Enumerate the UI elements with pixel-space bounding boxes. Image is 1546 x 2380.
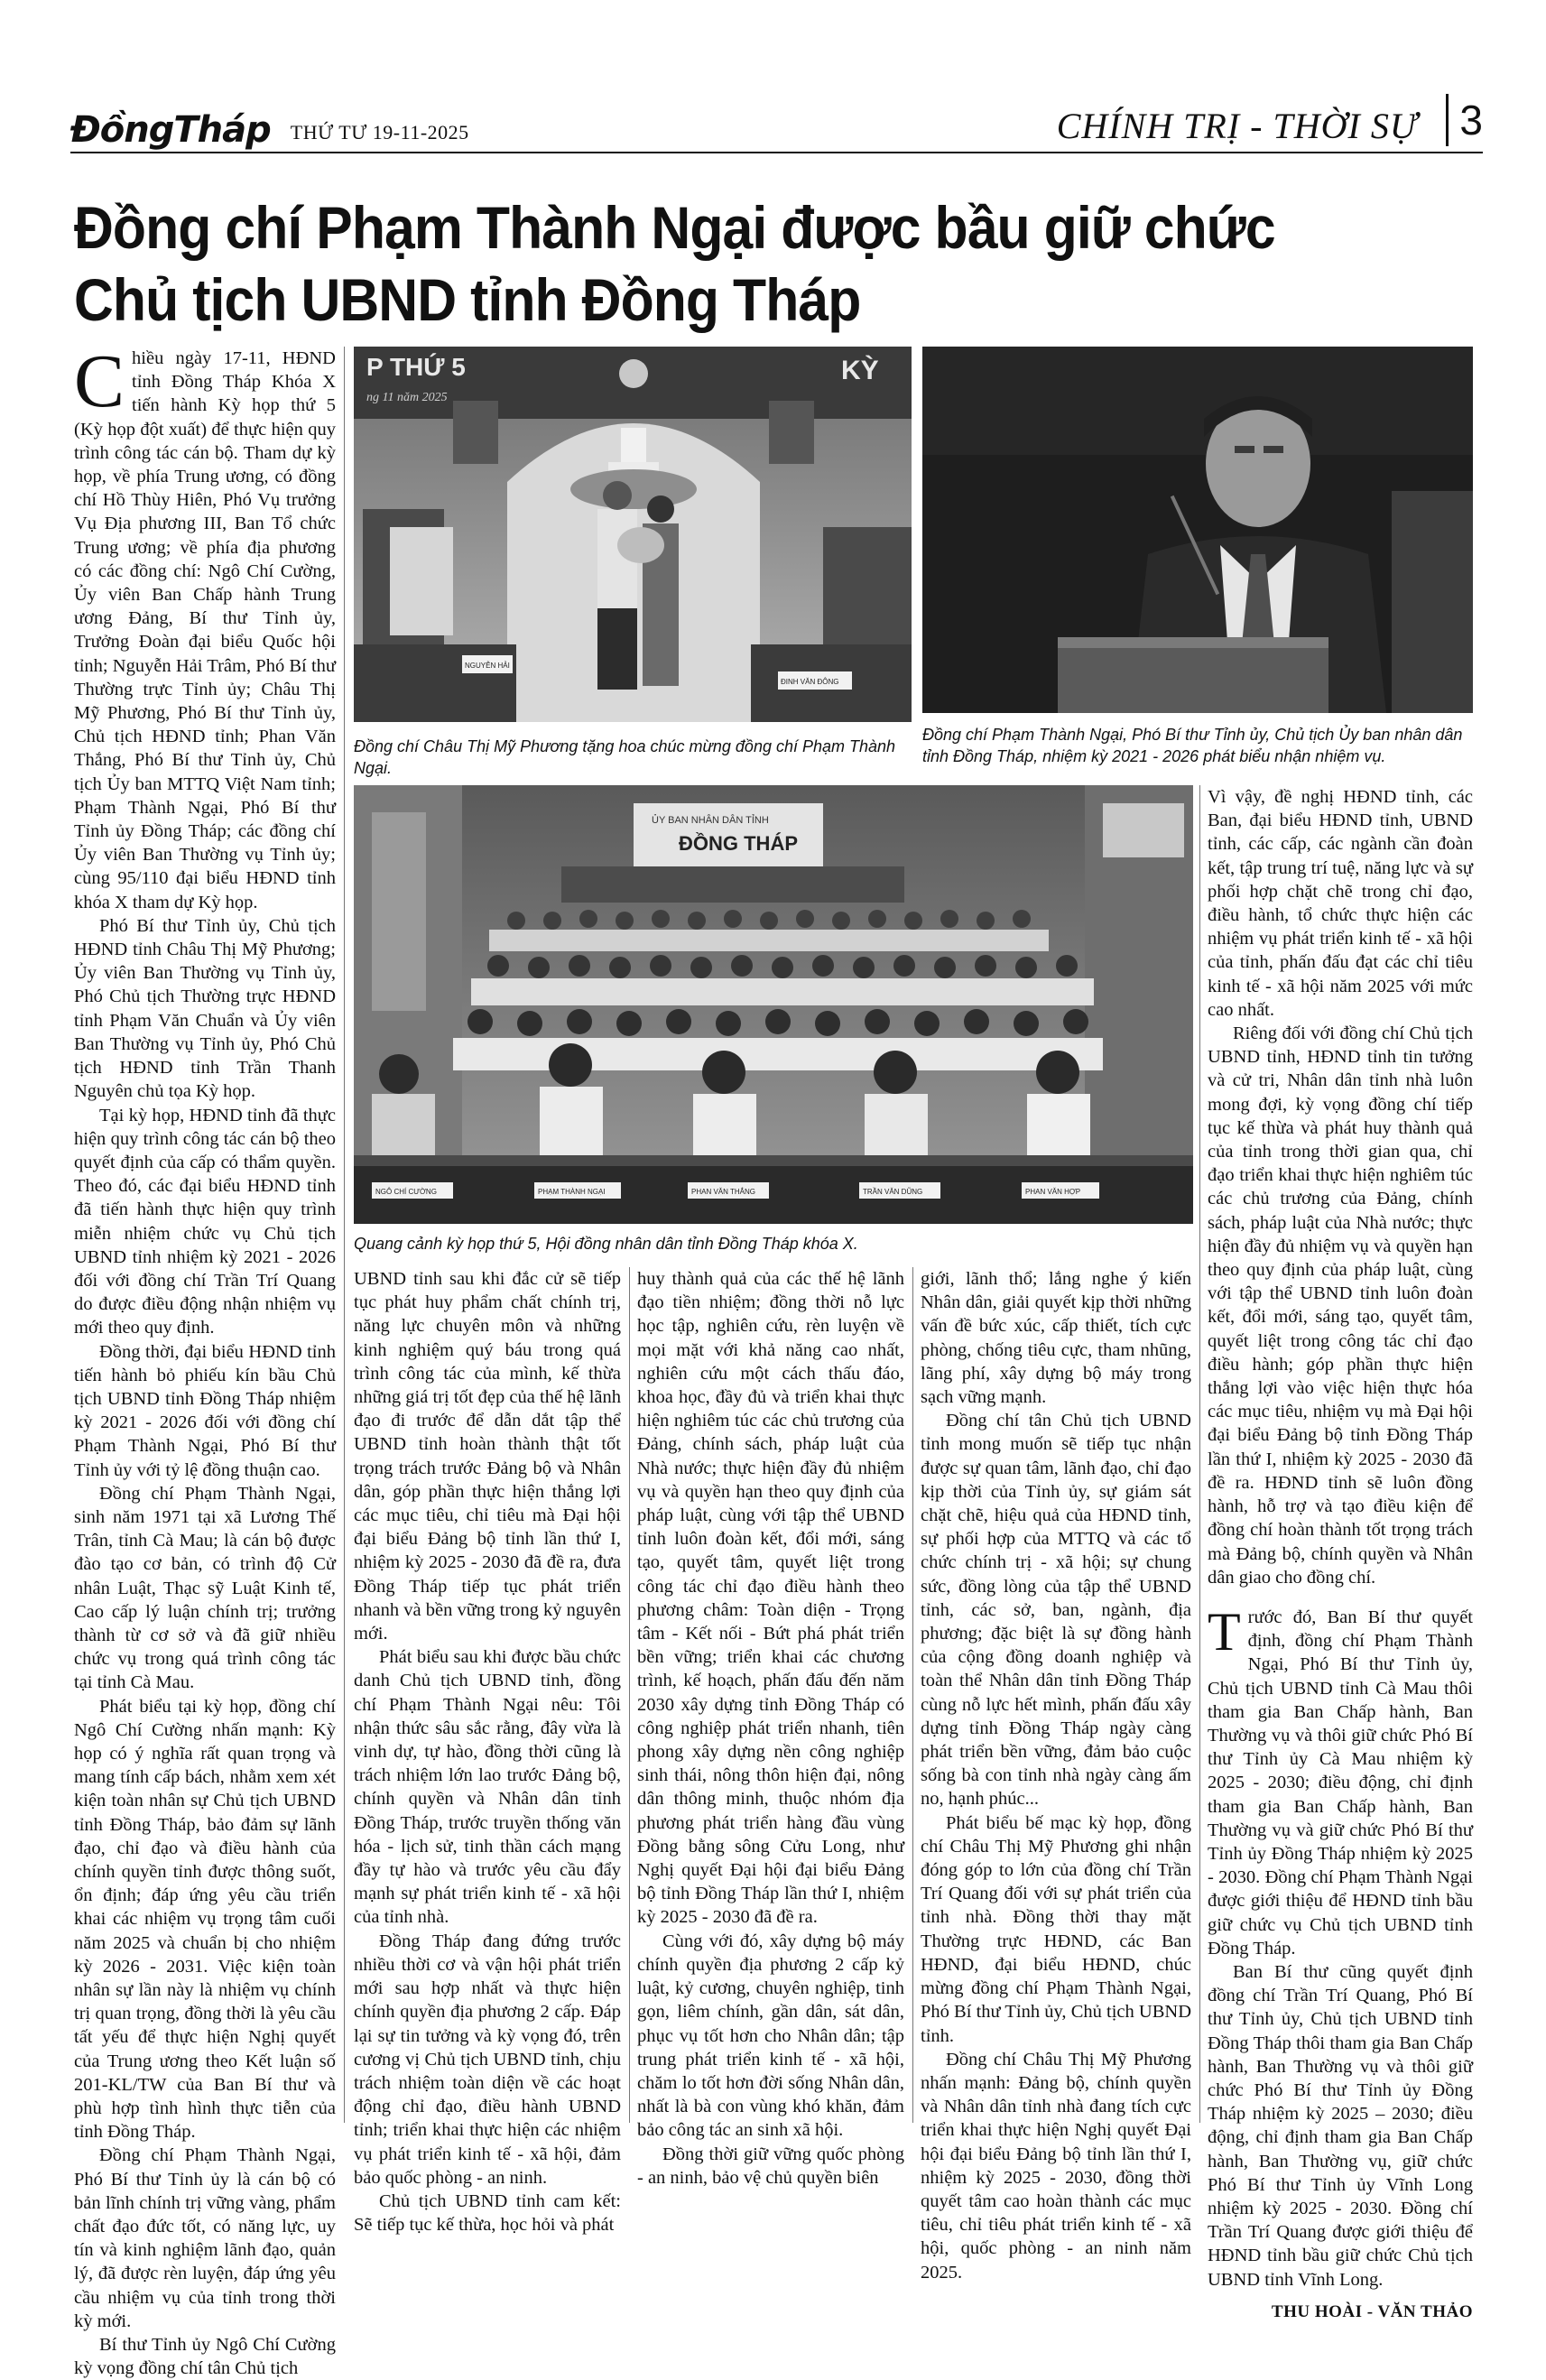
col5-paragraph-1: Vì vậy, đề nghị HĐND tỉnh, các Ban, đại biểu HĐND tỉnh, UBND tỉnh, các cấp, các ngành cần đoàn kết, tập trung trí tuệ, năng lực và sự phối hợp chặt chẽ trong chỉ đạo, điều hành, tổ chức thực hiện các nhiệm vụ phát triển kinh tế - xã hội của tỉnh, phấn đấu đạt các chỉ tiêu kinh tế - xã hội năm 2025 với mức cao nhất. <box>1208 787 1473 1020</box>
col2-paragraph-1: UBND tỉnh sau khi đắc cử sẽ tiếp tục phát huy phẩm chất chính trị, năng lực chuyên môn và những kinh nghiệm quý báu trong quá trình công tác của mình, kế thừa những giá trị tốt đẹp của thế hệ lãnh đạo đi trước để dẫn dắt tập thể UBND tỉnh hoàn thành thật tốt trọng trách trước Đảng bộ và Nhân dân, góp phần thực hiện thắng lợi các mục tiêu, chỉ tiêu mà Đại hội đại biểu Đảng bộ tỉnh lần thứ I, nhiệm kỳ 2025 - 2030 đã đề ra, đưa Đồng Tháp tiếp tục phát triển nhanh và bền vững trong kỷ nguyên mới. <box>354 1269 621 1644</box>
column-separator-1 <box>344 347 345 2123</box>
nameplate-right: ĐINH VĂN ĐÔNG <box>781 678 839 686</box>
dropcap-t: T <box>1208 1601 1241 1662</box>
issue-date: THỨ TƯ 19-11-2025 <box>290 121 469 144</box>
col2-paragraph-2: Phát biểu sau khi được bầu chức danh Chủ tịch UBND tỉnh, đồng chí Phạm Thành Ngại nêu: Tôi nhận thức sâu sắc rằng, đây vừa là vinh dự, tự hào, đồng thời cũng là trách nhiệm lớn lao trước Đảng bộ, chính quyền và Nhân dân tỉnh Đồng Tháp, trước truyền thống văn hóa - lịch sử, tinh thần cách mạng đầy tự hào và trước yêu cầu đẩy mạnh sự phát triển kinh tế - xã hội của tỉnh nhà. <box>354 1647 621 1928</box>
hall-banner: ĐỒNG THÁP <box>679 832 798 855</box>
col1-paragraph-3: Tại kỳ họp, HĐND tỉnh đã thực hiện quy trình công tác cán bộ theo quyết định của cấp có thẩm quyền. Theo đó, các đại biểu HĐND tỉnh đã tiến hành thực hiện quy trình miễn nhiệm chức vụ Chủ tịch UBND tỉnh nhiệm kỳ 2021 - 2026 đối với đồng chí Trần Trí Quang do được điều động nhận nhiệm vụ mới theo quy định. <box>74 1105 336 1338</box>
col3-paragraph-3: Đồng thời giữ vững quốc phòng - an ninh, bảo vệ chủ quyền biên <box>637 2144 904 2188</box>
article-column-3 <box>637 1267 904 2188</box>
col1-paragraph-6: Phát biểu tại kỳ họp, đồng chí Ngô Chí Cường nhấn mạnh: Kỳ họp có ý nghĩa rất quan trọng và mang tính cấp bách, nhằm xem xét kiện toàn nhân sự Chủ tịch UBND tỉnh Đồng Tháp, bảo đảm sự lãnh đạo, chỉ đạo và điều hành của chính quyền tỉnh được thông suốt, ổn định; đáp ứng yêu cầu triển khai các nhiệm vụ trọng tâm cuối năm 2025 và chuẩn bị cho nhiệm kỳ 2026 - 2031. Việc kiện toàn nhân sự lần này là nhiệm vụ chính trị quan trọng, đồng thời là yêu cầu tất yếu để thực hiện Nghị quyết của Trung ương theo Kết luận số 201-KL/TW của Ban Bí thư và phù hợp tình hình thực tiễn của tỉnh Đồng Tháp. <box>74 1696 336 2143</box>
col4-paragraph-3: Phát biểu bế mạc kỳ họp, đồng chí Châu Thị Mỹ Phương ghi nhận đóng góp to lớn của đồng chí Trần Trí Quang đối với sự phát triển của tỉnh nhà. Đồng thời thay mặt Thường trực HĐND, các Ban HĐND, đại biểu HĐND, chúc mừng đồng chí Phạm Thành Ngại, Phó Bí thư Tỉnh ủy, Chủ tịch UBND tỉnh. <box>921 1812 1191 2046</box>
backdrop-date-text: ng 11 năm 2025 <box>366 391 448 404</box>
col4-paragraph-4: Đồng chí Châu Thị Mỹ Phương nhấn mạnh: Đảng bộ, chính quyền và Nhân dân tỉnh nhà đang tích cực triển khai thực hiện Nghị quyết Đại hội đại biểu Đảng bộ tỉnh lần thứ I, nhiệm kỳ 2025 - 2030, đồng thời quyết tâm cao hoàn thành các mục tiêu, chỉ tiêu phát triển kinh tế - xã hội, quốc phòng - an ninh năm 2025. <box>921 2049 1191 2283</box>
byline: THU HOÀI - VĂN THẢO <box>1271 2301 1473 2321</box>
photo-chairman-speech-image <box>922 347 1473 713</box>
col1-p1-text: hiều ngày 17-11, HĐND tỉnh Đồng Tháp Khóa X tiến hành Kỳ họp thứ 5 (Kỳ họp đột xuất) để thực hiện quy trình công tác cán bộ. Tham dự kỳ họp, về phía Trung ương, có đồng chí Hồ Thùy Hiên, Phó Vụ trưởng Vụ Địa phương III, Ban Tổ chức Trung ương; về phía địa phương có các đồng chí: Ngô Chí Cường, Ủy viên Ban Chấp hành Trung ương Đảng, Bí thư Tỉnh ủy, Trưởng Đoàn đại biểu Quốc hội tỉnh; Nguyễn Hải Trâm, Phó Bí thư Thường trực Tỉnh ủy; Châu Thị Mỹ Phương, Phó Bí thư Tỉnh ủy, Chủ tịch HĐND tỉnh; Phan Văn Thắng, Phó Bí thư Tỉnh ủy, Chủ tịch Ủy ban MTTQ Việt Nam tỉnh; Phạm Thành Ngại, Phó Bí thư Tỉnh ủy Đồng Tháp; các đồng chí Ủy viên Ban Thường vụ Tỉnh ủy; cùng 95/110 đại biểu HĐND tỉnh khóa X tham dự Kỳ họp. <box>74 348 336 912</box>
masthead <box>70 101 469 151</box>
col2-paragraph-3: Đồng Tháp đang đứng trước nhiều thời cơ và vận hội phát triển mới sau hợp nhất và thực hiện chính quyền địa phương 2 cấp. Đáp lại sự tin tưởng và kỳ vọng đó, trên cương vị Chủ tịch UBND tỉnh, chịu trách nhiệm toàn diện về các hoạt động chỉ đạo, điều hành UBND tỉnh; triển khai thực hiện các nhiệm vụ phát triển kinh tế - xã hội, đảm bảo quốc phòng - an ninh. <box>354 1931 621 2188</box>
section-name: CHÍNH TRỊ - THỜI SỰ <box>1056 106 1418 146</box>
backdrop-session-text: P THỨ 5 <box>366 353 466 381</box>
photo1-caption: Đồng chí Châu Thị Mỹ Phương tặng hoa chúc mừng đồng chí Phạm Thành Ngại. <box>354 737 896 777</box>
col1-paragraph-8: Bí thư Tỉnh ủy Ngô Chí Cường kỳ vọng đồng chí tân Chủ tịch <box>74 2335 336 2379</box>
col3-paragraph-2: Cùng với đó, xây dựng bộ máy chính quyền địa phương 2 cấp kỷ luật, kỷ cương, chuyên nghiệp, tinh gọn, liêm chính, gần dân, sát dân, phục vụ tốt hơn cho Nhân dân; tập trung phát triển kinh tế - xã hội, chăm lo tốt hơn đời sống Nhân dân, nhất là bà con vùng khó khăn, đảm bảo công tác an sinh xã hội. <box>637 1931 904 2141</box>
photo-flower-presentation-image <box>354 347 912 722</box>
background-box <box>1208 1601 1473 2292</box>
column-separator-3 <box>912 1267 913 2123</box>
col3-paragraph-1: huy thành quả của các thế hệ lãnh đạo tiền nhiệm; đồng thời nỗ lực học tập, nghiên cứu, rèn luyện về mọi mặt với khả năng cao nhất, nghiên cứu một cách thấu đáo, khoa học, đầy đủ và triển khai thực hiện nghiêm túc các chủ trương của Đảng, chính sách, pháp luật của Nhà nước; thực hiện đầy đủ nhiệm vụ và quyền hạn theo quy định của pháp luật, cùng với tập thể UBND tỉnh luôn đoàn kết, đổi mới, sáng tạo, quyết tâm, quyết liệt trong công tác chỉ đạo điều hành theo phương châm: Toàn diện - Trọng tâm - Kết nối - Bứt phá phát triển bền vững; triển khai các chương trình, kế hoạch, phấn đấu đến năm 2030 xây dựng tỉnh Đồng Tháp có công nghiệp phát triển nhanh, tiên phong xây dựng nền công nghiệp sinh thái, nông thôn hiện đại, nông dân thông minh, thuộc nhóm địa phương phát triển hàng đầu vùng Đồng bằng sông Cửu Long, như Nghị quyết Đại hội đại biểu Đảng bộ tỉnh Đồng Tháp lần thứ I, nhiệm kỳ 2025 - 2030 đã đề ra. <box>637 1269 904 1928</box>
article-column-1 <box>74 339 336 2379</box>
photo2-caption: Đồng chí Phạm Thành Ngại, Phó Bí thư Tỉnh ủy, Chủ tịch Ủy ban nhân dân tỉnh Đồng Tháp, nhiệm kỳ 2021 - 2026 phát biểu nhận nhiệm vụ. <box>922 726 1463 765</box>
col4-paragraph-1: giới, lãnh thổ; lắng nghe ý kiến Nhân dân, giải quyết kịp thời những vấn đề bức xúc, cấp thiết, tích cực phòng, chống tiêu cực, tham nhũng, lãng phí, xây dựng bộ máy trong sạch vững mạnh. <box>921 1269 1191 1408</box>
col1-paragraph-5: Đồng chí Phạm Thành Ngại, sinh năm 1971 tại xã Lương Thế Trân, tỉnh Cà Mau; là cán bộ được đào tạo cơ bản, có trình độ Cử nhân Luật, Thạc sỹ Luật Kinh tế, Cao cấp lý luận chính trị; trưởng thành từ cơ sở và đã giữ nhiều chức vụ trong quá trình công tác tại tỉnh Cà Mau. <box>74 1483 336 1693</box>
col1-paragraph-7: Đồng chí Phạm Thành Ngại, Phó Bí thư Tỉnh ủy là cán bộ có bản lĩnh chính trị vững vàng, phẩm chất đạo đức tốt, có năng lực, uy tín và kinh nghiệm lãnh đạo, quản lý, đã được rèn luyện, đáp ứng yêu cầu nhiệm vụ của tỉnh trong thời kỳ mới. <box>74 2145 336 2331</box>
col4-paragraph-2: Đồng chí tân Chủ tịch UBND tỉnh mong muốn sẽ tiếp tục nhận được sự quan tâm, lãnh đạo, chỉ đạo kịp thời của Tỉnh ủy, sự giám sát chặt chẽ, hiệu quả của HĐND tỉnh, sự phối hợp của MTTQ và các tổ chức chính trị - xã hội; sự chung sức, đồng lòng của tập thể UBND tỉnh, các sở, ban, ngành, địa phương; đặc biệt là sự đồng hành của cộng đồng doanh nghiệp và toàn thể Nhân dân tỉnh Đồng Tháp cùng nỗ lực hết mình, phấn đấu xây dựng tỉnh Đồng Tháp ngày càng phát triển bền vững, đảm bảo cuộc sống bà con tỉnh nhà ngày càng ấm no, hạnh phúc... <box>921 1411 1191 1810</box>
column-separator-2 <box>629 1267 630 2123</box>
photo-session-hall <box>354 785 1193 1224</box>
col5-paragraph-2: Riêng đối với đồng chí Chủ tịch UBND tỉnh, HĐND tỉnh tin tưởng và cử tri, Nhân dân tỉnh nhà luôn mong đợi, kỳ vọng đồng chí tiếp tục kế thừa và phát huy thành quả của tỉnh trong thời gian qua, chỉ đạo triển khai thực hiện nghiêm túc các chủ trương của Đảng, chính sách, pháp luật của Nhà nước; thực hiện đầy đủ nhiệm vụ và quyền hạn theo quy định của pháp luật, cùng với tập thể UBND tỉnh luôn đoàn kết, đổi mới, sáng tạo, quyết tâm, quyết liệt trong công tác chỉ đạo điều hành; góp phần thực hiện thắng lợi vào việc hiện thực hóa các mục tiêu, nhiệm vụ mà Đại hội đại biểu Đảng bộ tỉnh Đồng Tháp lần thứ I, nhiệm kỳ 2025 - 2030 đã đề ra. HĐND tỉnh sẽ luôn đồng hành, hỗ trợ và tạo điều kiện để đồng chí hoàn thành tốt trọng trách mà Đảng bộ, chính quyền và Nhân dân giao cho đồng chí. <box>1208 1023 1473 1588</box>
headline <box>74 191 1319 336</box>
backdrop-right-text: KỲ <box>841 356 879 385</box>
photo-chairman-speech <box>922 347 1473 713</box>
box-p1-text: rước đó, Ban Bí thư quyết định, đồng chí Phạm Thành Ngại, Phó Bí thư Tỉnh ủy, Chủ tịch UBND tỉnh Cà Mau thôi tham gia Ban Chấp hành, Ban Thường vụ và thôi giữ chức Phó Bí thư Tỉnh ủy Cà Mau nhiệm kỳ 2025 - 2030; điều động, chỉ định tham gia Ban Chấp hành, Ban Thường vụ và giữ chức Phó Bí thư Tỉnh ủy Đồng Tháp nhiệm kỳ 2025 - 2030. Đồng chí Phạm Thành Ngại được giới thiệu để HĐND tỉnh bầu giữ chức vụ Chủ tịch UBND tỉnh Đồng Tháp. <box>1208 1607 1473 1959</box>
article-column-5 <box>1208 785 1473 2321</box>
nameplate-2: PHẠM THÀNH NGẠI <box>538 1188 606 1196</box>
photo-flower-presentation <box>354 347 912 722</box>
nameplate-3: PHAN VĂN THẮNG <box>691 1188 755 1196</box>
hall-banner-top: ỦY BAN NHÂN DÂN TỈNH <box>652 815 769 826</box>
nameplate-5: PHAN VĂN HỢP <box>1025 1188 1081 1196</box>
col1-paragraph-1 <box>74 339 336 914</box>
col2-paragraph-4: Chủ tịch UBND tỉnh cam kết: Sẽ tiếp tục kế thừa, học hỏi và phát <box>354 2190 621 2236</box>
dropcap-c: C <box>74 339 125 423</box>
headline-line-1: Đồng chí Phạm Thành Ngại được bầu giữ chức <box>74 194 1275 261</box>
nameplate-4: TRẦN VĂN DŨNG <box>863 1188 923 1196</box>
box-paragraph-2: Ban Bí thư cũng quyết định đồng chí Trần Trí Quang, Phó Bí thư Tỉnh ủy, Chủ tịch UBND tỉnh Đồng Tháp thôi tham gia Ban Chấp hành, Ban Thường vụ và thôi giữ chức Phó Bí thư Tỉnh ủy Đồng Tháp nhiệm kỳ 2025 – 2030; điều động, chỉ định tham gia Ban Chấp hành, Ban Thường vụ, giữ chức Phó Bí thư Tỉnh ủy Vĩnh Long nhiệm kỳ 2025 - 2030. Đồng chí Trần Trí Quang được giới thiệu để HĐND tỉnh bầu giữ chức Chủ tịch UBND tỉnh Vĩnh Long. <box>1208 1961 1473 2290</box>
page-number: 3 <box>1446 94 1483 146</box>
photo-session-hall-image <box>354 785 1193 1224</box>
col1-paragraph-2: Phó Bí thư Tỉnh ủy, Chủ tịch HĐND tỉnh Châu Thị Mỹ Phương; Ủy viên Ban Thường vụ Tỉnh ủy, Phó Chủ tịch Thường trực HĐND tỉnh Phạm Văn Chuẩn và Ủy viên Ban Thường vụ Tỉnh ủy, Phó Chủ tịch HĐND tỉnh Trần Thanh Nguyên chủ tọa Kỳ họp. <box>74 915 336 1102</box>
nameplate-left: NGUYỄN HẢI <box>465 662 510 670</box>
nameplate-1: NGÔ CHÍ CƯỜNG <box>375 1188 437 1196</box>
photo3-caption: Quang cảnh kỳ họp thứ 5, Hội đồng nhân dân tỉnh Đồng Tháp khóa X. <box>354 1235 858 1253</box>
column-separator-4 <box>1199 785 1200 2123</box>
col1-paragraph-4: Đồng thời, đại biểu HĐND tỉnh tiến hành bỏ phiếu kín bầu Chủ tịch UBND tỉnh Đồng Tháp nhiệm kỳ 2021 - 2026 đối với đồng chí Phạm Thành Ngại, Phó Bí thư Tỉnh ủy với tỷ lệ đồng thuận cao. <box>74 1341 336 1480</box>
header-rule <box>70 152 1483 153</box>
box-paragraph-1 <box>1208 1601 1473 1960</box>
headline-line-2: Chủ tịch UBND tỉnh Đồng Tháp <box>74 266 861 333</box>
article-column-2 <box>354 1267 621 2236</box>
newspaper-logo: ĐồngTháp <box>70 109 271 151</box>
article-column-4 <box>921 1267 1191 2283</box>
